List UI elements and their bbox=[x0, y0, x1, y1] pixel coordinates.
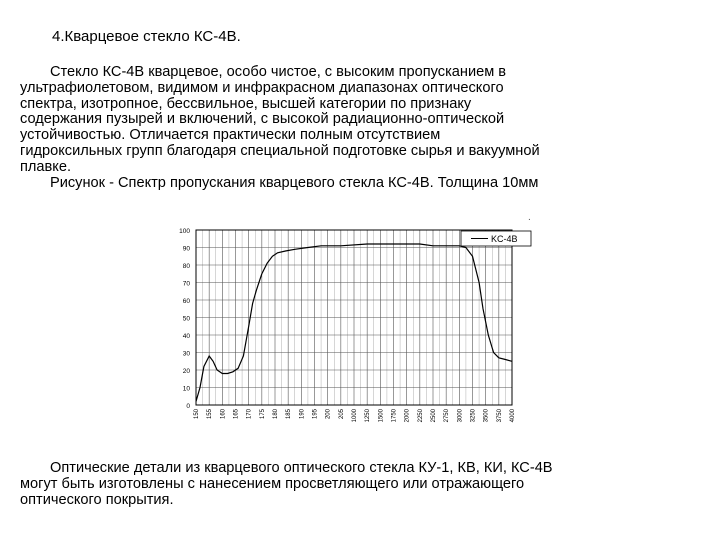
x-tick-label: 195 bbox=[312, 409, 319, 420]
y-tick-label: 100 bbox=[179, 228, 190, 235]
description-paragraph bbox=[20, 65, 700, 191]
y-tick-label: 20 bbox=[182, 368, 190, 375]
x-tick-label: 170 bbox=[246, 409, 253, 420]
paragraph-line: Оптические детали из кварцевого оптического стекла КУ-1, КВ, КИ, КС-4В bbox=[50, 460, 553, 476]
y-tick-label: 40 bbox=[182, 333, 190, 340]
x-tick-label: 4000 bbox=[510, 409, 516, 423]
x-tick-label: 3000 bbox=[457, 409, 464, 423]
y-tick-label: 70 bbox=[182, 280, 190, 288]
x-tick-label: 165 bbox=[233, 409, 240, 420]
x-axis-ticks bbox=[194, 408, 516, 422]
x-tick-label: 200 bbox=[325, 409, 332, 420]
x-tick-label: 205 bbox=[338, 409, 345, 420]
paragraph-line: плавке. bbox=[20, 158, 72, 175]
y-tick-label: 30 bbox=[182, 350, 190, 358]
paragraph-line: гидроксильных групп благодаря специальной подготовке сырья и вакуумной bbox=[20, 142, 540, 159]
x-tick-label: 2000 bbox=[404, 409, 411, 423]
x-tick-label: 3250 bbox=[470, 409, 477, 423]
x-tick-label: 1000 bbox=[352, 409, 358, 423]
x-tick-label: 3750 bbox=[496, 409, 503, 423]
x-tick-label: 2500 bbox=[431, 409, 437, 423]
y-tick-label: 10 bbox=[182, 385, 190, 393]
figure-caption: Рисунок - Спектр пропускания кварцевого стекла КС-4В. Толщина 10мм bbox=[50, 174, 539, 191]
x-tick-label: 160 bbox=[220, 409, 227, 420]
x-tick-label: 185 bbox=[286, 409, 293, 420]
y-tick-label: 50 bbox=[182, 315, 190, 323]
x-tick-label: 190 bbox=[299, 409, 306, 420]
x-tick-label: 155 bbox=[207, 409, 214, 420]
y-tick-label: 90 bbox=[182, 245, 190, 253]
y-axis-ticks bbox=[179, 228, 190, 410]
stray-dot: . bbox=[528, 212, 531, 223]
x-tick-label: 175 bbox=[259, 409, 266, 420]
y-tick-label: 80 bbox=[182, 263, 190, 270]
x-tick-label: 1500 bbox=[378, 409, 385, 423]
closing-paragraph bbox=[20, 461, 700, 508]
legend bbox=[461, 231, 531, 246]
paragraph-line: содержания пузырей и включений, с высокой радиационно-оптической bbox=[20, 111, 505, 128]
paragraph-line: Стекло КС-4В кварцевое, особо чистое, с высоким пропусканием в bbox=[50, 64, 507, 80]
x-tick-label: 150 bbox=[194, 409, 200, 420]
x-tick-label: 3500 bbox=[483, 409, 490, 423]
chart-grid bbox=[196, 230, 512, 405]
y-tick-label: 0 bbox=[186, 403, 190, 410]
section-heading: 4.Кварцевое стекло КС-4В. bbox=[52, 28, 241, 45]
x-tick-label: 180 bbox=[273, 409, 279, 420]
legend-label: KC-4B bbox=[491, 234, 518, 244]
transmission-spectrum-chart bbox=[166, 222, 546, 437]
paragraph-line: ультрафиолетовом, видимом и инфракрасном диапазонах оптического bbox=[20, 79, 504, 96]
x-tick-label: 1750 bbox=[391, 409, 398, 423]
paragraph-line: устойчивостью. Отличается практически полным отсутствием bbox=[20, 127, 441, 144]
paragraph-line: оптического покрытия. bbox=[20, 491, 174, 508]
paragraph-line: спектра, изотропное, бессвильное, высшей категории по признаку bbox=[20, 95, 472, 112]
x-tick-label: 2250 bbox=[417, 409, 424, 423]
paragraph-line: могут быть изготовлены с нанесением просветляющего или отражающего bbox=[20, 475, 525, 492]
x-tick-label: 2750 bbox=[444, 409, 451, 423]
y-tick-label: 60 bbox=[182, 298, 190, 305]
x-tick-label: 1250 bbox=[365, 409, 372, 423]
